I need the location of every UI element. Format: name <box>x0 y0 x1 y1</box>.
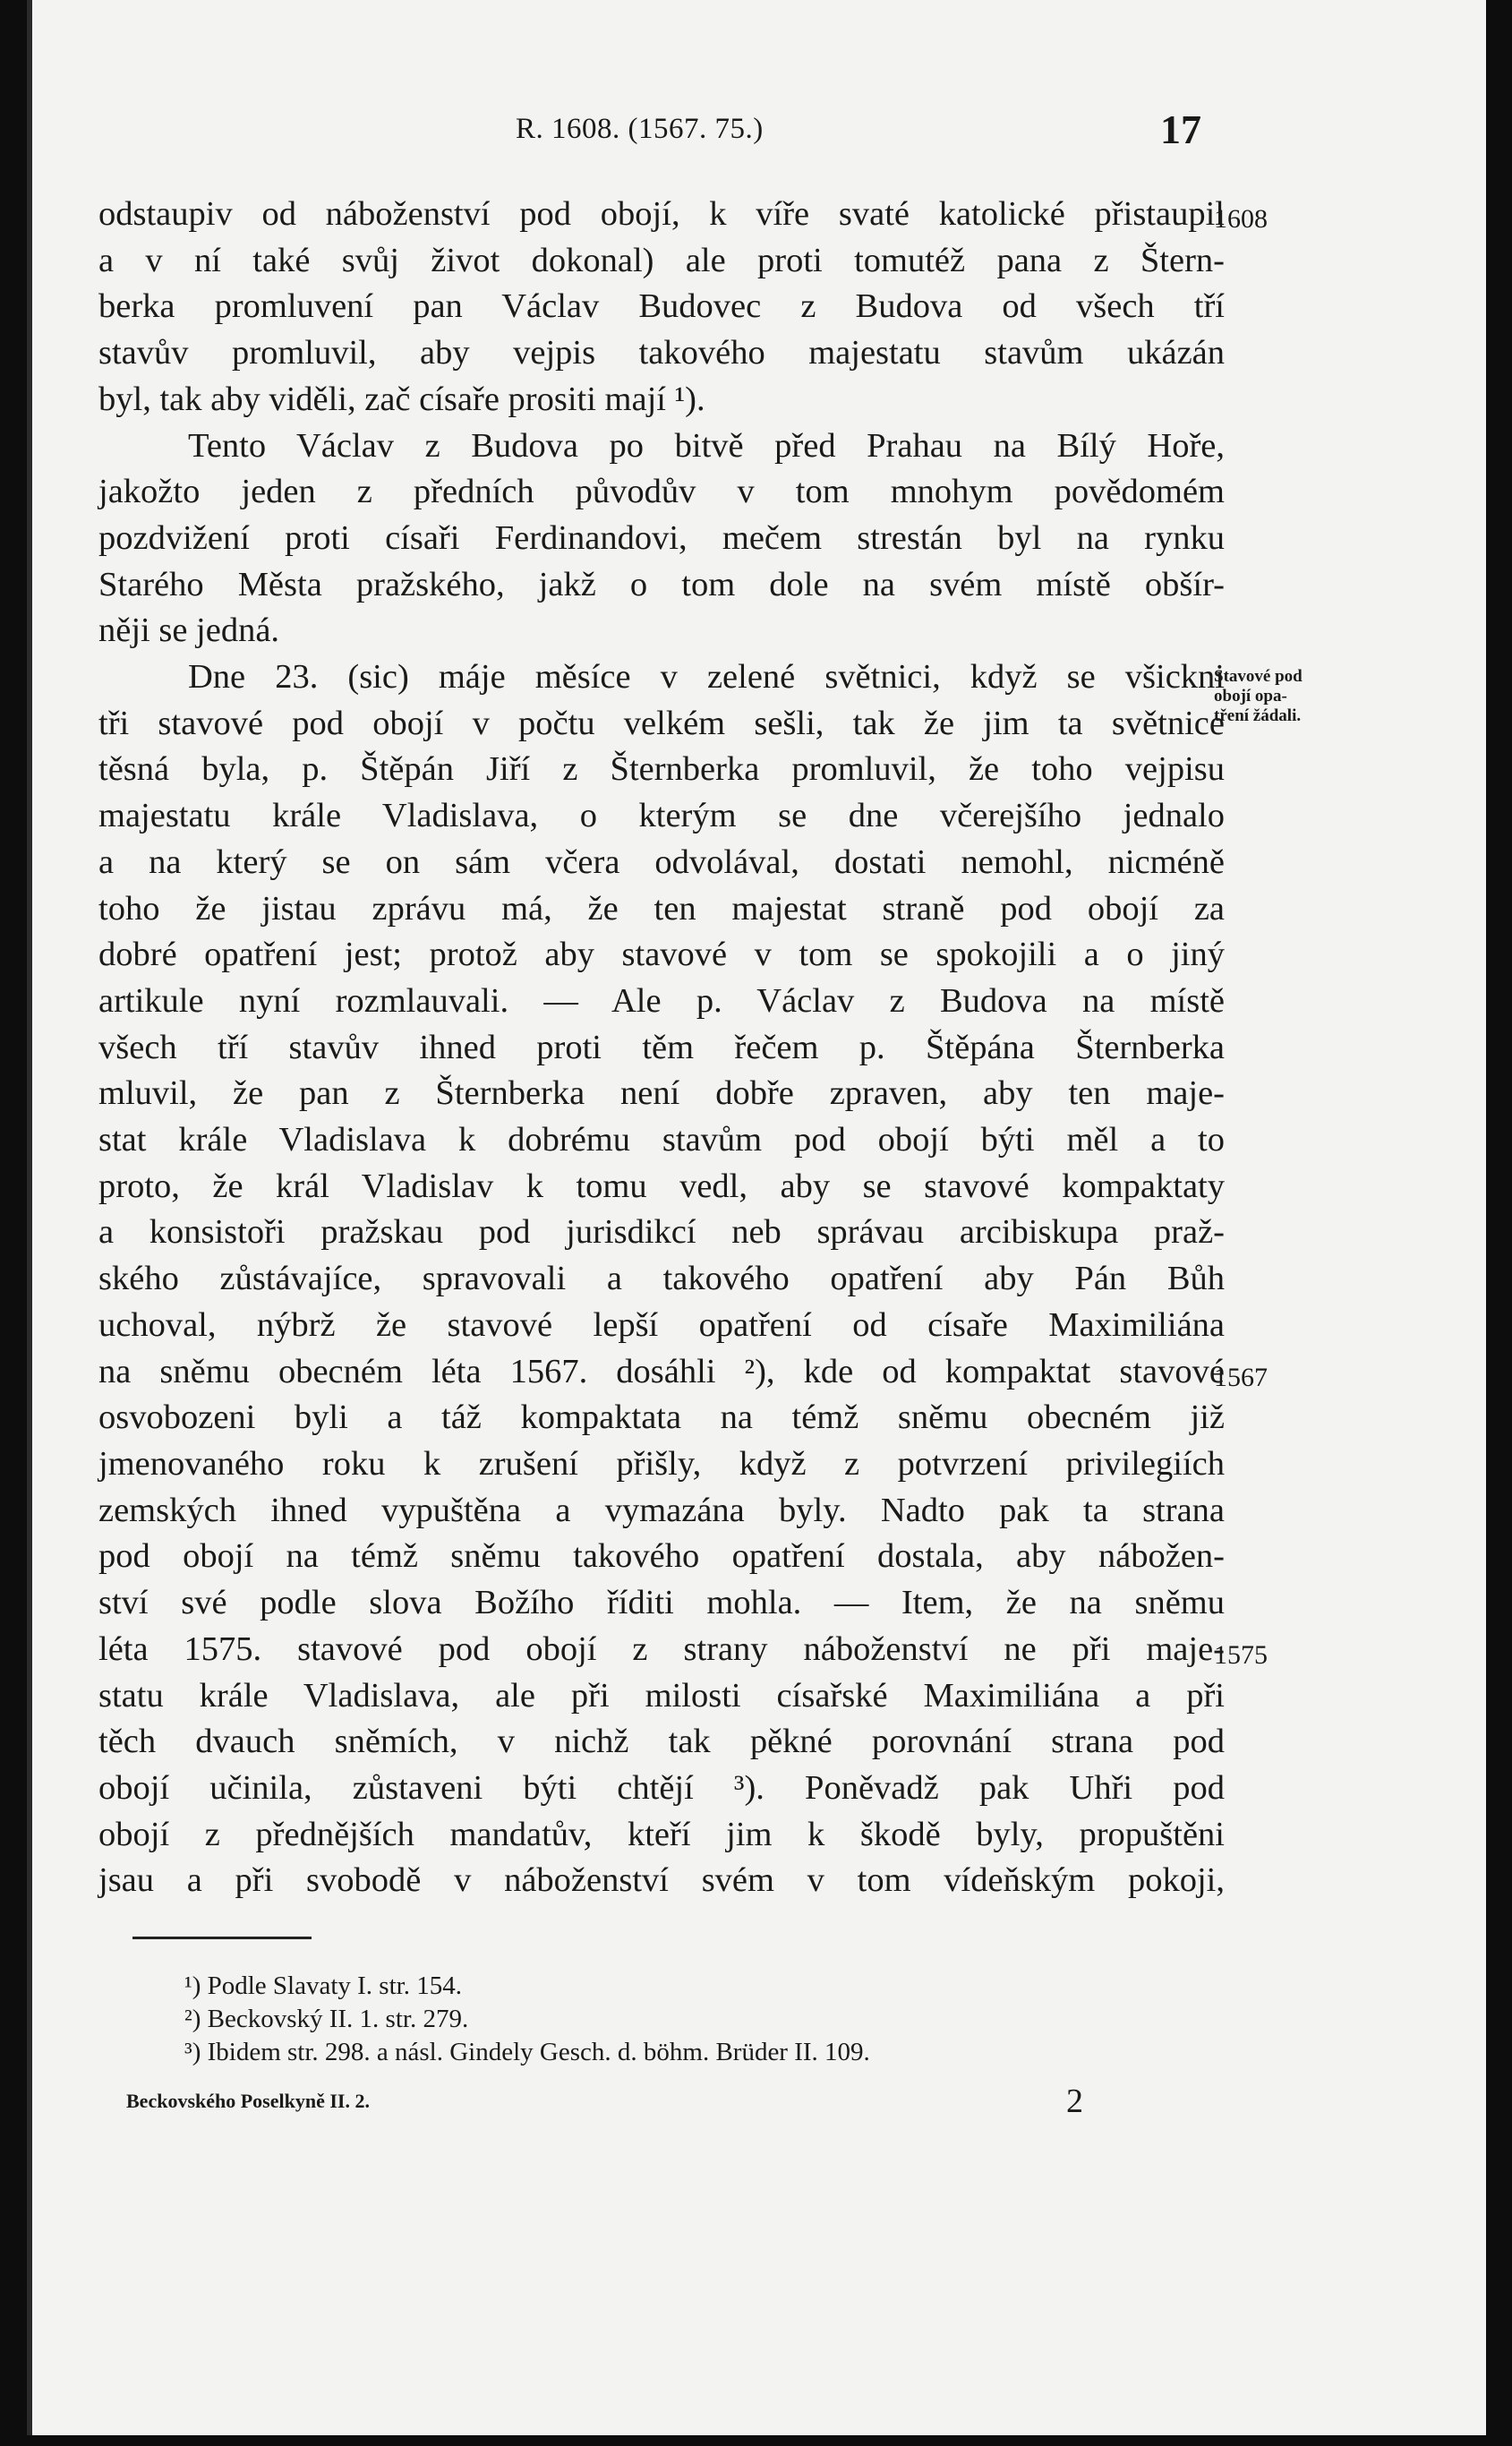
footnote-2: ²) Beckovský II. 1. str. 279. <box>184 2005 469 2033</box>
page-number: 17 <box>1160 107 1201 152</box>
text-line: a konsistoři pražskau pod jurisdikcí neb správau arcibiskupa praž- <box>98 1213 1225 1252</box>
text-line: artikule nyní rozmlauvali. — Ale p. Václav z Budova na místě <box>98 981 1225 1020</box>
sheet-number: 2 <box>1066 2083 1083 2120</box>
text-line: obojí učinila, zůstaveni býti chtějí ³). Poněvadž pak Uhři pod <box>98 1768 1225 1807</box>
text-line: něji se jedná. <box>98 612 280 650</box>
text-line: těsná byla, p. Štěpán Jiří z Šternberka promluvil, že toho vejpisu <box>98 750 1225 789</box>
printer-signature: Beckovského Poselkyně II. 2. <box>126 2090 370 2112</box>
text-line: stat krále Vladislava k dobrému stavům pod obojí býti měl a to <box>98 1121 1225 1159</box>
text-line: ského zůstávajíce, spravovali a takového opatření aby Pán Bůh <box>98 1260 1225 1298</box>
text-line: obojí z přednějších mandatův, kteří jim k škodě byly, propuštěni <box>98 1815 1225 1853</box>
text-line: jakožto jeden z předních původův v tom mnohym povědomém <box>98 473 1225 511</box>
side-note-line: tření žádali. <box>1214 706 1302 725</box>
text-line: Dne 23. (sic) máje měsíce v zelené světnici, když se všickni <box>188 658 1225 697</box>
text-line: léta 1575. stavové pod obojí z strany náboženství ne při maje- <box>98 1629 1225 1668</box>
text-line: mluvil, že pan z Šternberka není dobře zpraven, aby ten maje- <box>98 1074 1225 1113</box>
margin-side-note <box>1214 667 1393 726</box>
page <box>27 0 1486 2435</box>
text-line: berka promluvení pan Václav Budovec z Budova od všech tří <box>98 287 1225 326</box>
side-note-line: Stavové pod <box>1214 667 1303 686</box>
text-line: všech tří stavův ihned proti těm řečem p. Štěpána Šternberka <box>98 1028 1225 1066</box>
margin-year-1575: 1575 <box>1214 1640 1268 1670</box>
text-line: byl, tak aby viděli, zač císaře prositi mají ¹). <box>98 380 705 418</box>
text-line: osvobozeni byli a táž kompaktata na témž sněmu obecném již <box>98 1398 1225 1437</box>
text-line: tři stavové pod obojí v počtu velkém sešli, tak že jim ta světnice <box>98 704 1225 742</box>
footnote-1: ¹) Podle Slavaty I. str. 154. <box>184 1971 462 2000</box>
text-line: těch dvauch sněmích, v nichž tak pěkné porovnání strana pod <box>98 1723 1225 1761</box>
text-line: dobré opatření jest; protož aby stavové v tom se spokojili a o jiný <box>98 936 1225 974</box>
running-head: R. 1608. (1567. 75.) <box>516 113 764 145</box>
text-line: Tento Václav z Budova po bitvě před Prahau na Bílý Hoře, <box>188 426 1225 465</box>
text-line: a v ní také svůj život dokonal) ale proti tomutéž pana z Štern- <box>98 241 1225 279</box>
text-line: pozdvižení proti císaři Ferdinandovi, mečem strestán byl na rynku <box>98 518 1225 557</box>
text-line: odstaupiv od náboženství pod obojí, k víře svaté katolické přistaupil <box>98 195 1225 233</box>
footnote-3: ³) Ibidem str. 298. a násl. Gindely Gesch. d. böhm. Brüder II. 109. <box>184 2038 870 2066</box>
text-line: a na který se on sám včera odvolával, dostati nemohl, nicméně <box>98 842 1225 881</box>
text-line: pod obojí na témž sněmu takového opatření dostala, aby nábožen- <box>98 1537 1225 1576</box>
text-line: statu krále Vladislava, ale při milosti císařské Maximiliána a při <box>98 1676 1225 1715</box>
text-line: majestatu krále Vladislava, o kterým se dne včerejšího jednalo <box>98 797 1225 835</box>
text-line: toho že jistau zprávu má, že ten majestat straně pod obojí za <box>98 889 1225 928</box>
page-header <box>32 106 1486 159</box>
text-line: stavův promluvil, aby vejpis takového majestatu stavům ukázán <box>98 334 1225 372</box>
text-line: Starého Města pražského, jakž o tom dole na svém místě obšír- <box>98 565 1225 603</box>
text-line: jsau a při svobodě v náboženství svém v tom vídeňským pokoji, <box>98 1861 1225 1900</box>
text-line: proto, že král Vladislav k tomu vedl, aby se stavové kompaktaty <box>98 1167 1225 1205</box>
footnote-rule <box>132 1937 312 1939</box>
margin-year-1608: 1608 <box>1214 204 1268 234</box>
text-line: na sněmu obecném léta 1567. dosáhli ²), kde od kompaktat stavové <box>98 1352 1225 1390</box>
text-line: ství své podle slova Božího říditi mohla. — Item, že na sněmu <box>98 1584 1225 1622</box>
footnotes <box>184 1970 870 2069</box>
text-line: zemských ihned vypuštěna a vymazána byly. Nadto pak ta strana <box>98 1491 1225 1529</box>
side-note-line: obojí opa- <box>1214 687 1287 706</box>
margin-year-1567: 1567 <box>1214 1363 1268 1392</box>
text-line: jmenovaného roku k zrušení přišly, když z potvrzení privilegiích <box>98 1444 1225 1483</box>
text-line: uchoval, nýbrž že stavové lepší opatření od císaře Maximiliána <box>98 1305 1225 1344</box>
body-text <box>98 192 1225 1904</box>
